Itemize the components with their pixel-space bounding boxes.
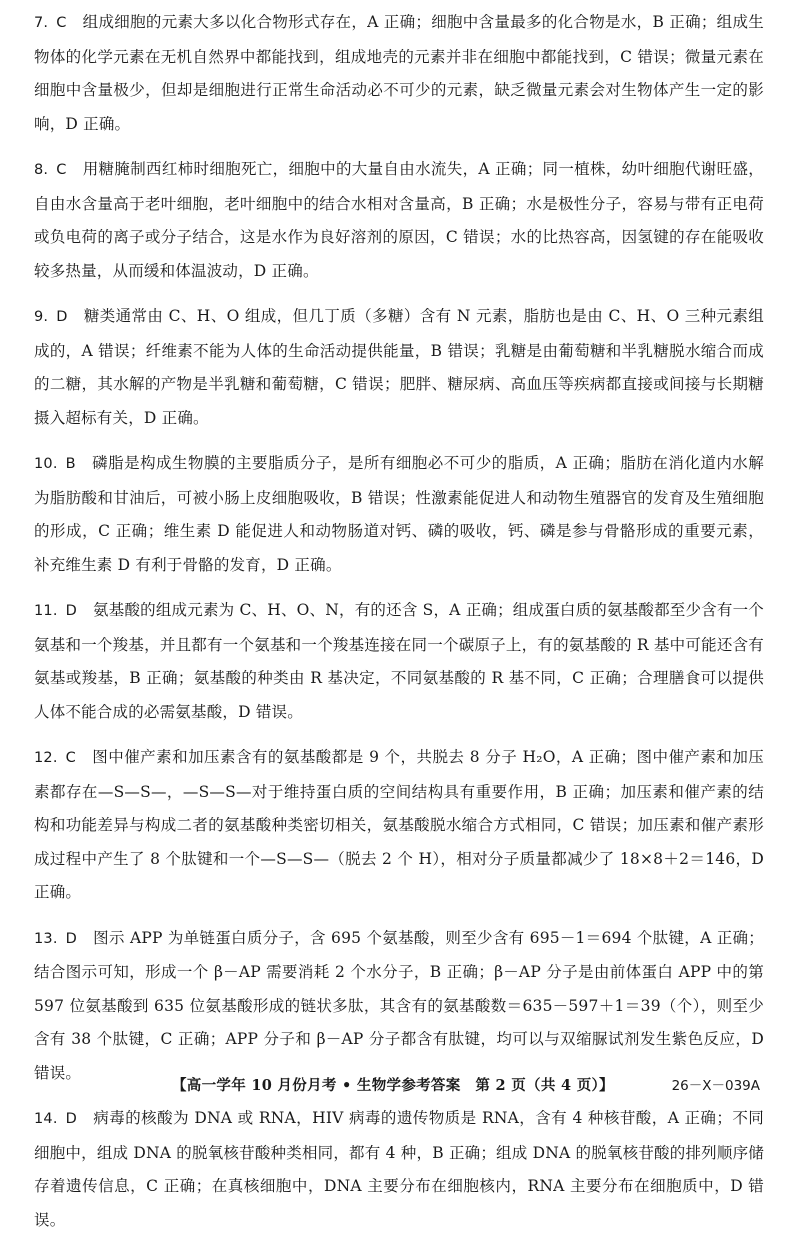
answer-item-7: [34, 6, 764, 141]
answer-item-10: [34, 447, 764, 582]
question-number: 8.: [34, 162, 49, 178]
question-number: 9.: [34, 309, 49, 325]
answer-paragraph: [34, 1102, 764, 1237]
question-number: 11.: [34, 603, 58, 619]
answer-explanation: 用糖腌制西红柿时细胞死亡，细胞中的大量自由水流失，A 正确；同一植株，幼叶细胞代谢旺盛，自由水含量高于老叶细胞，老叶细胞中的结合水相对含量高，B 正确；水是极性分子，容易与带有正电荷或负电荷的离子或分子结合，这是水作为良好溶剂的原因，C 错误；水的比热容高，因氢键的存在能吸收较多热量，从而缓和体温波动，D 正确。: [34, 160, 764, 280]
answer-item-9: [34, 300, 764, 435]
answer-explanation: 磷脂是构成生物膜的主要脂质分子，是所有细胞必不可少的脂质，A 正确；脂肪在消化道内水解为脂肪酸和甘油后，可被小肠上皮细胞吸收，B 错误；性激素能促进人和动物生殖器官的发育及生殖细胞的形成，C 正确；维生素 D 能促进人和动物肠道对钙、磷的吸收，钙、磷是参与骨骼形成的重要元素，补充维生素 D 有利于骨骼的发育，D 正确。: [34, 454, 764, 574]
answer-item-14: [34, 1102, 764, 1237]
answer-explanation: 糖类通常由 C、H、O 组成，但几丁质（多糖）含有 N 元素，脂肪也是由 C、H、O 三种元素组成的，A 错误；纤维素不能为人体的生命活动提供能量，B 错误；乳糖是由葡萄糖和半乳糖脱水缩合而成的二糖，其水解的产物是半乳糖和葡萄糖，C 错误；肥胖、糖尿病、高血压等疾病都直接或间接与长期糖摄入超标有关，D 正确。: [34, 307, 764, 427]
answer-paragraph: [34, 741, 764, 910]
footer-code: 26－X－039A: [671, 1078, 760, 1094]
answer-key: D: [65, 603, 78, 619]
answer-explanation: 图中催产素和加压素含有的氨基酸都是 9 个，共脱去 8 分子 H₂O，A 正确；图中催产素和加压素都存在—S—S—，—S—S—对于维持蛋白质的空间结构具有重要作用，B 正确；加压素和催产素的结构和功能差异与构成二者的氨基酸种类密切相关，氨基酸脱水缩合方式相同，C 错误；加压素和催产素形成过程中产生了 8 个肽键和一个—S—S—（脱去 2 个 H），相对分子质量都减少了 18×8＋2＝146，D 正确。: [34, 748, 764, 901]
answer-paragraph: [34, 594, 764, 729]
answer-explanation: 图示 APP 为单链蛋白质分子，含 695 个氨基酸，则至少含有 695－1＝694 个肽键，A 正确；结合图示可知，形成一个 β－AP 需要消耗 2 个水分子，B 正确；β－AP 分子是由前体蛋白 APP 中的第 597 位氨基酸到 635 位氨基酸形成的链状多肽，其含有的氨基酸数＝635－597＋1＝39（个），则至少含有 38 个肽键，C 正确；APP 分子和 β－AP 分子都含有肽键，均可以与双缩脲试剂发生紫色反应，D 错误。: [34, 928, 764, 1082]
answer-paragraph: [34, 300, 764, 435]
answer-explanation: 组成细胞的元素大多以化合物形式存在，A 正确；细胞中含量最多的化合物是水，B 正确；组成生物体的化学元素在无机自然界中都能找到，组成地壳的元素并非在细胞中都能找到，C 错误；微量元素在细胞中含量极少，但却是细胞进行正常生命活动必不可少的元素，缺乏微量元素会对生物体产生一定的影响，D 正确。: [34, 13, 764, 133]
answer-explanation: 病毒的核酸为 DNA 或 RNA，HIV 病毒的遗传物质是 RNA，含有 4 种核苷酸，A 正确；不同细胞中，组成 DNA 的脱氧核苷酸种类相同，都有 4 种，B 正确；组成 DNA 的脱氧核苷酸的排列顺序储存着遗传信息，C 正确；在真核细胞中，DNA 主要分布在细胞核内，RNA 主要分布在细胞质中，D 错误。: [34, 1109, 764, 1229]
answer-key: C: [65, 750, 76, 766]
answer-key: D: [56, 309, 68, 325]
question-number: 10.: [34, 456, 58, 472]
answer-explanation: 氨基酸的组成元素为 C、H、O、N，有的还含 S，A 正确；组成蛋白质的氨基酸都至少含有一个氨基和一个羧基，并且都有一个氨基和一个羧基连接在同一个碳原子上，有的氨基酸的 R 基中可能还含有氨基或羧基，B 正确；氨基酸的种类由 R 基决定，不同氨基酸的 R 基不同，C 正确；合理膳食可以提供人体不能合成的必需氨基酸，D 错误。: [34, 601, 764, 721]
question-number: 13.: [34, 930, 58, 947]
answer-paragraph: [34, 6, 764, 141]
answer-key: C: [56, 162, 67, 178]
footer-title: 【高一学年 10 月份月考 • 生物学参考答案 第 2 页（共 4 页）】: [172, 1077, 614, 1094]
page-footer: [0, 1070, 800, 1100]
answer-key: D: [65, 1111, 78, 1127]
answer-item-8: [34, 153, 764, 288]
answer-item-11: [34, 594, 764, 729]
question-number: 7.: [34, 15, 49, 31]
answer-key: C: [56, 15, 67, 31]
answer-item-13: [34, 922, 764, 1091]
answer-key: D: [65, 930, 78, 947]
answer-paragraph: [34, 153, 764, 288]
answer-item-12: [34, 741, 764, 910]
answer-list: [34, 6, 764, 1249]
question-number: 14.: [34, 1111, 58, 1127]
answer-paragraph: [34, 447, 764, 582]
answer-key: B: [65, 456, 76, 472]
answer-paragraph: [34, 922, 764, 1091]
question-number: 12.: [34, 750, 58, 766]
